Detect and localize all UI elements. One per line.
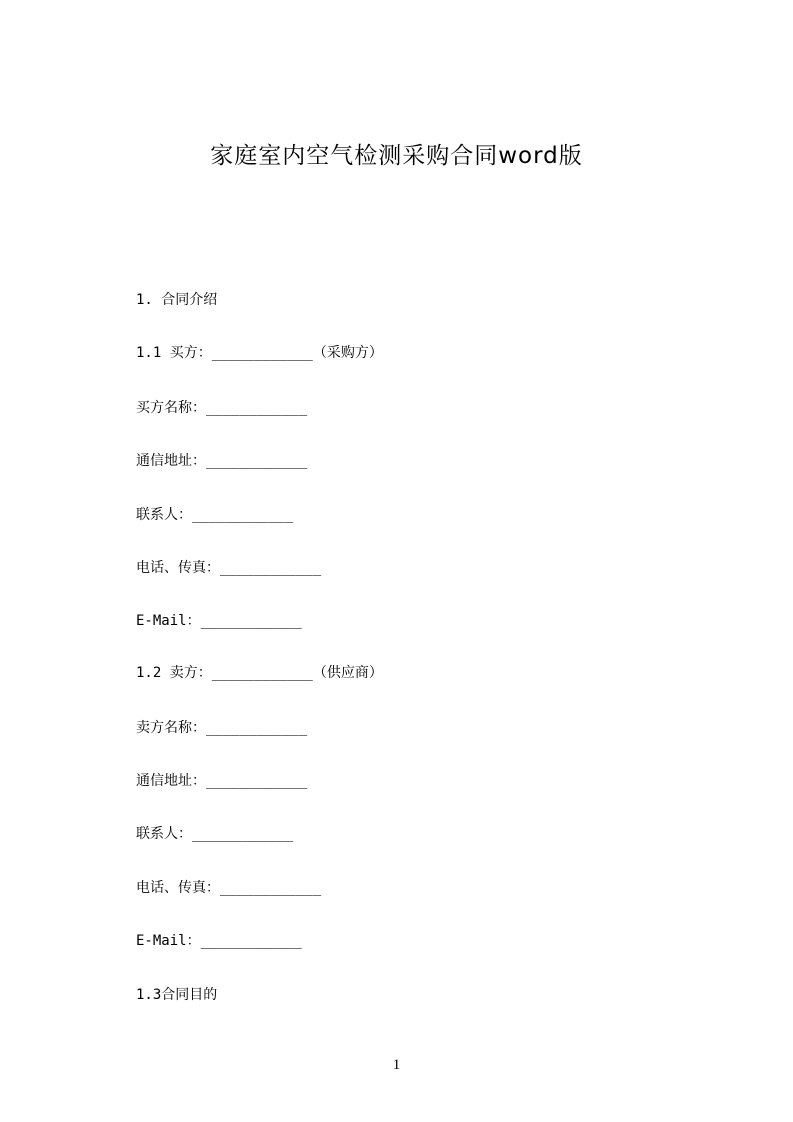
section-heading-contract-purpose: 1.3合同目的	[136, 987, 218, 1003]
seller-contact-line: 联系人：____________	[136, 826, 294, 842]
buyer-contact-line: 联系人：____________	[136, 507, 294, 523]
seller-line: 1.2 卖方：____________（供应商）	[136, 665, 383, 681]
buyer-address-line: 通信地址：____________	[136, 453, 308, 469]
seller-phone-fax-line: 电话、传真：____________	[136, 880, 322, 896]
buyer-line: 1.1 买方：____________（采购方）	[136, 345, 383, 361]
page-number: 1	[392, 1057, 401, 1073]
buyer-name-line: 买方名称：____________	[136, 400, 308, 416]
seller-email-line: E-Mail：____________	[136, 933, 302, 949]
seller-name-line: 卖方名称：____________	[136, 720, 308, 736]
buyer-email-line: E-Mail：____________	[136, 613, 302, 629]
buyer-phone-fax-line: 电话、传真：____________	[136, 560, 322, 576]
seller-address-line: 通信地址：____________	[136, 773, 308, 789]
section-heading-contract-intro: 1. 合同介绍	[136, 292, 218, 308]
document-title: 家庭室内空气检测采购合同word版	[210, 143, 583, 169]
